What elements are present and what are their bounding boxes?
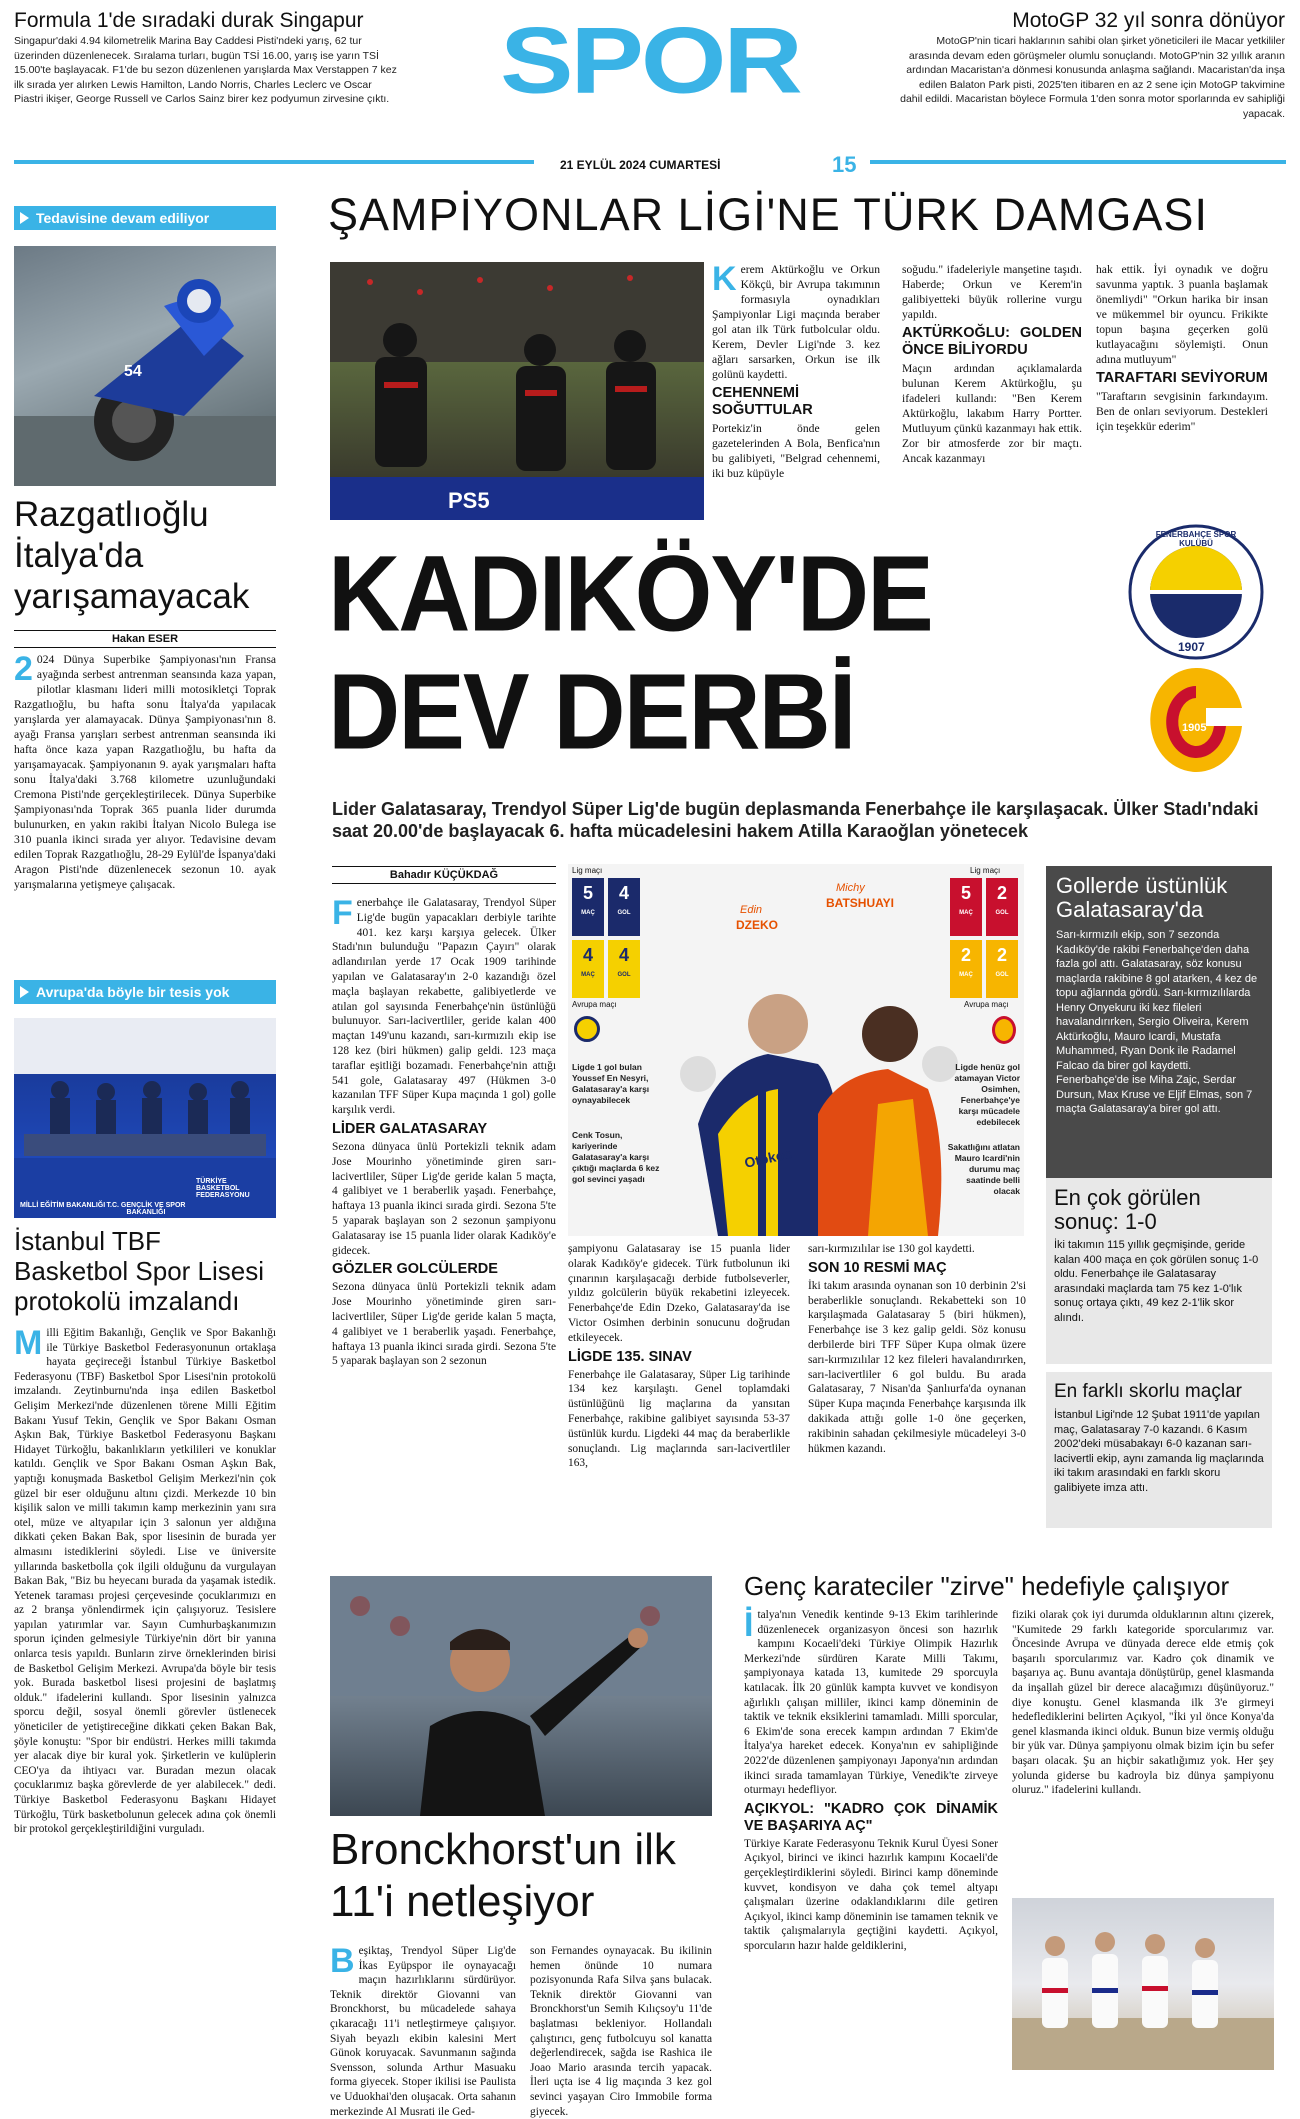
osimhen-last-name: BATSHUAYI [826,896,895,910]
bronckhorst-col1 [330,1944,516,2119]
svg-text:PS5: PS5 [448,488,490,513]
osimhen-note: Ligde henüz gol atamayan Victor Osimhen, Fenerbahçe'ye karşı mücadele edebilecek [954,1062,1020,1127]
goals-box-title: Gollerde üstünlük Galatasaray'da [1056,873,1228,922]
derby-col2-text-b: Fenerbahçe ile Galatasaray, Süper Lig tarihinde 134 kez karşılaştı. Genel toplamdaki üstünlüğünü lig maçlarına da yansıtan Fenerbahçe, rakibine galibiyet sayısında 53-37 üstünlük kurdu. Ligdeki 44 maç da beraberlikle sonuçlandı. Lig maçlarında sarı-lacivertliler 163, [568,1368,790,1470]
bronckhorst-dropcap: B [330,1942,355,1980]
margin-box-text: İstanbul Ligi'nde 12 Şubat 1911'de yapılan maç, Galatasaray 7-0 kazandı. 6 Kasım 2002'deki müsabakayı 6-0 kazanan sarı-lacivertli ekip, aynı zamanda lig maçlarında iki takım arasındaki en farklı skoru galibiyete imza attı. [1054,1409,1264,1494]
karate-dropcap: İ [744,1606,754,1644]
dzeko-euro-goals-value: 4 [618,945,629,965]
cl-col3-text-b: "Taraftarın sevgisinin farkındayım. Ben de onları seviyorum. Destekleri için teşekkür ederim" [1096,390,1268,433]
f1-headline: Formula 1'de sıradaki durak Singapur [14,9,364,32]
page-number: 15 [832,152,857,177]
fb-mini-logo [574,1016,600,1042]
derby-col1-text: enerbahçe ile Galatasaray, Trendyol Süper Lig'de bugün yapacakları derbiyle tarihte 401. kez karşı karşıya gelecek. Ülker Stadı'nın bulunduğu "Papazın Çayırı" olarak adlandırılan yerde 17 Ocak 1909 tarihinde yapılan ve Galatasaray'ın 2-0 kazandığı özel maçla başlayan rekabette, galibiyetlerde ve atılan gol sayısında Fenerbahçe'nin üstünlüğü bulunuyor. Sarı-lacivertliler, geride kalan 400 maçtan 149'unu kazandı, sarı-kırmızılı ekip ise 128 kez (biri hükmen) galip geldi. 123 maça taraflar eşitliği bozamadı. Fenerbahçe'nin attığı 541 gole, Galatasaray 497 (Hükmen 3-0 kazanılan TFF Süper Kupa maçında 1 gol) golle karşılık verdi. [332,897,556,1117]
infographic-right-label: Lig maçı [970,866,1001,875]
derby-col2-text: şampiyonu Galatasaray ise 15 puanla lider olarak Kadıköy'e gidecek. Türk futbolunun iki çınarının karşılaşacağı derbide futbolseverler, yıldız golcülerin büyük rekabetini izleyecek. Fenerbahçe'de Edin Dzeko, Galatasaray'da ise Victor Osimhen derbinin sonucunu doğrudan etkileyecek. [568,1243,790,1344]
cl-subhead-3: TARAFTARI SEVİYORUM [1096,370,1268,386]
karate-col1-text: talya'nın Venedik kentinde 9-13 Ekim tarihlerinde düzenlenecek organizasyon öncesi son hazırlık kampını Kocaeli'deki Türkiye Olimpik Hazırlık Merkezi'nde sürdüren Karate Milli Takımı, şampiyonaya katada 13, kumitede 29 sporcuyla katılacak. İlk 20 günlük kampta kuvvet ve kondisyon ağırlıklı çalışan milliler, ikinci kamp döneminin de taktik ve teknik eksiklerini tamamladı. Milli sporcular, 6 Ekim'de sona erecek kampın ardından 7 Ekim'de İtalya'ya hareket edecek. Konya'nın ev sahipliğinde 2022'de düzenlenen şampiyonayı Japonya'nın ardından ikinci sırada tamamlayan Türkiye, Venedik'te zirveye oturmayı hedefliyor. [744,1609,998,1797]
dzeko-euro-matches-label: MAÇ [581,972,595,978]
derby-col1-text-c: Sezona dünyaca ünlü Portekizli teknik adam Jose Mourinho yönetiminde giren sarı-lacivertliler, Süper Lig'de geride kalan 5 maçta, 4 galibiyet ve 1 beraberlik yaşadı. Fenerbahçe, haftaya 13 puanla ikinci sırada girdi. Sezona 5'te 5 yaparak başlayan son 2 sezonun [332,1281,556,1368]
margin-box-title: En farklı skorlu maçlar [1054,1381,1242,1402]
cl-subhead-1: CEHENNEMİ SOĞUTTULAR [712,385,813,418]
dzeko-euro-matches [572,940,604,998]
razgatlioglu-text: 024 Dünya Superbike Şampiyonası'nın Fransa ayağında serbest antrenman seansında kaza yapan, pilotlar klasmanı lideri milli motosikletçi Toprak Razgatlıoğlu, bu hafta sonu İtalya'da yapılacak yarışlarda yer alamayacak. Dünya Şampiyonası'nın 8. ayağı Fransa yarışları serbest antrenman seansında iki hafta önce kaza yapan Razgatlıoğlu, bu hafta da yarışamayacak. Şampiyonanın 9. ayak yarışmaları hafta sonu İtalya'daki 3.768 kilometre uzunluğundaki Cremona Pisti'nde gerçekleştirilecek. Dünya Superbike Şampiyonası'nda Toprak 365 puanla lider durumda bulunurken, en yakın rakibi İtalyan Nicolo Bulega ise 310 puanla ikinci sırada yer alıyor. Tedavisine devam edilen Toprak Razgatlıoğlu, 28-29 Eylül'de İspanya'daki Aragon Pisti'nde düzenlenecek sezonun 10. ayak yarışmalarına yetişmeye çalışacak. [14,653,276,891]
dzeko-first-name: Edin [740,904,763,916]
dzeko-note: Ligde 1 gol bulan Youssef En Nesyri, Galatasaray'a karşı oynayabilecek [572,1062,650,1105]
derby-col3-text-b: İki takım arasında oynanan son 10 derbinin 2'si beraberlikle sonuçlandı. Rekabetteki son 10 karşılaşmada Galatasaray 5 (biri hükmen), Fenerbahçe ise 3 kez galip geldi. Söz konusu derbilerde biri TFF Süper Kupa olmak üzere sarı-kırmızılılar 12 kez fileleri havalandırırken, sarı-lacivertliler 6 gol buldu. Bu arada Galatasaray, 7 Nisan'da Şanlıurfa'da oynanan Süper Kupa maçında Fenerbahçe karşısında ilk dakikada attığı golle 1-0 öne geçerken, rakibinin sahadan çekilmesiyle mücadeleyi 3-0 hükmen kazandı. [808,1279,1026,1455]
bronckhorst-headline: Bronckhorst'un ilk 11'i netleşiyor [330,1825,676,1926]
dzeko-euro-goals-label: GOL [617,972,631,978]
razgatlioglu-body [14,652,276,892]
osimhen-euro-matches-value: 2 [960,945,971,965]
karate-col2 [1012,1608,1274,1798]
galatasaray-logo [1146,664,1246,780]
dzeko-stat-matches-label: MAÇ [581,910,595,916]
fenerbahce-logo [1128,524,1264,660]
cl-col1 [712,262,880,481]
svg-text:54: 54 [124,363,142,380]
bronckhorst-col2 [530,1944,712,2119]
karate-col1-text-b: Türkiye Karate Federasyonu Teknik Kurul Üyesi Soner Açıkyol, birinci ve ikinci hazırlık kampını Kocaeli'de gerçekleştirdiklerini söyledi. Birinci kamp döneminde kuvvet, kondisyon ve daha çok temel altyapı çalışmaları üzerine odaklandıklarını dile getiren Açıkyol, ikinci kamp döneminin ise tamamen teknik ve taktik çalışmalarıyla geçtiğini kaydetti. Açıkyol, sporcuların hazır halde geldiklerini, [744,1837,998,1952]
razgatlioglu-dropcap: 2 [14,650,33,688]
derby-subhead-4: SON 10 RESMİ MAÇ [808,1259,947,1276]
header-rule-right [870,160,1286,164]
bronckhorst-col1-text: eşiktaş, Trendyol Süper Lig'de İkas Eyüpspor ile oynayacağı maçın hazırlıklarını sürdürüyor. Teknik direktör Giovanni van Bronckhorst, bu mücadelede sahaya çıkaracağı 11'i netleştirmeye çalışıyor. Siyah beyazlı ekibin kalesini Mert Günok koruyacak. Savunmanın sağında Svensson, solunda Arthur Masuaku forma giyecek. Stoper ikilisi ise Paulista ve Uduokhai'den oluşacak. Orta sahanın merkezinde Al Musrati ile Ged- [330,1945,516,2118]
derby-col1 [332,896,556,1369]
tbf-tag: Avrupa'da böyle bir tesis yok [14,980,276,1004]
osimhen-euro-goals [986,940,1018,998]
common-score-box [1046,1178,1272,1364]
osimhen-first-name: Michy [836,882,865,894]
tbf-banner-brand: TÜRKİYE BASKETBOL FEDERASYONU [196,1178,250,1199]
dzeko-stat-matches-value: 5 [582,883,593,903]
goals-superiority-box [1046,866,1272,1186]
tbf-body [14,1326,276,1837]
osimhen-euro-matches-label: MAÇ [959,972,973,978]
dzeko-stat-goals-value: 4 [618,883,629,903]
cl-celebration-photo [330,262,704,520]
derby-dropcap: F [332,894,353,932]
motorcycle-photo [14,246,276,486]
tosun-note: Cenk Tosun, kariyerinde Galatasaray'a karşı çıktığı maçlarda 6 kez gol sevinci yaşadı [572,1130,660,1184]
derby-col3 [808,1242,1026,1456]
cl-col2 [902,262,1082,466]
tbf-banner-left: MİLLİ EĞİTİM BAKANLIĞI [20,1202,106,1209]
osimhen-stat-goals [986,878,1018,936]
header-rule-left [14,160,534,164]
derby-subhead-3: LİGDE 135. SINAV [568,1348,692,1365]
derby-subhead-2: GÖZLER GOLCÜLERDE [332,1261,498,1278]
icardi-note: Sakatlığını atlatan Mauro Icardi'nin durumu maç saatinde belli olacak [947,1142,1020,1196]
motogp-text: MotoGP'nin ticari haklarının sahibi olan şirket yöneticileri ile Macar yetkililer arasında devam eden görüşmeler olumlu sonuçlandı. MotoGP'nin 32 yıllık aranın ardından Macaristan'a dönmesi konusunda anlaşma sağlandı. Macaristan'da inşa edilen Balaton Park pisti, 2025'ten itibaren en az 2 sene için MotoGP takvimine dahil edildi. Macaristan böylece Formula 1'den sonra motor sporlarında ev sahipliği yapacak. [900,35,1285,120]
infographic-right-label2: Avrupa maçı [964,1000,1009,1009]
karate-col2-text: fiziki olarak çok iyi durumda olduklarının altını çizerek, "Kumitede 29 farklı kategoride sporcularımız var. Öncesinde Avrupa ve dünyada derece elde etmiş çok başarılı sporcularımız var. Kadro çok dinamik ve başarıya aç. Bunu avantaja dönüştürüp, genel klasmanda da inşallah güzel bir derece alacağımızı düşünüyoruz." diye konuştu. Genel klasmanda ilk 3'e girmeyi hedeflediklerini belirten Açıkyol, "İki yıl önce Konya'da genel klasmanda ikinci olduk. Bunun bize vermiş olduğu bir yük var. Dünya şampiyonu olmak bizim için bu sefer başarı olacak. Şu an hiçbir sakatlığımız yok. Her şey yolunda giderse bu kadroyla biz dünya şampiyonu oluruz." ifadelerini kullandı. [1012,1609,1274,1797]
masthead-logo: SPOR [500,8,800,113]
cl-col2-text-b: Maçın ardından açıklamalarda bulunan Kerem Aktürkoğlu, şu ifadeleri kullandı: "Ben Kerem Aktürkoğlu, lakabım Harry Portter. Mutluyum çünkü kazanmayı hak ettik. Zor bir atmosferde zor bir maçtı. Ancak kazanmayı [902,362,1082,465]
razgatlioglu-byline: Hakan ESER [14,630,276,648]
razgatlioglu-tag: Tedavisine devam ediliyor [14,206,276,230]
fenerbahce-year: 1907 [1178,640,1205,654]
derby-col3-text: sarı-kırmızılılar ise 130 gol kaydetti. [808,1243,975,1255]
tbf-headline: İstanbul TBF Basketbol Spor Lisesi protokolü imzalandı [14,1226,265,1316]
derby-col1-text-b: Sezona dünyaca ünlü Portekizli teknik adam Jose Mourinho yönetiminde giren sarı-lacivertliler, Süper Lig'de geride kalan 5 maçta, 4 galibiyet ve 1 beraberlik yaşadı. Fenerbahçe, haftaya 13 puanla ikinci sırada girdi. Sezona 5'te 5 yaparak başlayan son 2 sezonun şampiyonu Galatasaray ise 15 puanla lider olarak Kadıköy'e gidecek. [332,1140,556,1257]
derby-infographic [568,864,1024,1236]
motorcycle-rider-icon [14,246,276,486]
derby-subhead-1: LİDER GALATASARAY [332,1120,488,1137]
infographic-left-label: Lig maçı [572,866,603,875]
cl-col3-text: hak ettik. İyi oynadık ve doğru savunma yaptık. 3 puanla başlamak önemliydi" "Orkun harika bir insan ve mükemmel bir oyuncu. Frikikte topun başına geçerken golü kutlayacağını söylemişti. Onun adına mutluyum" [1096,263,1268,366]
dateline: 21 EYLÜL 2024 CUMARTESİ [560,158,721,172]
cl-headline: ŞAMPİYONLAR LİGİ'NE TÜRK DAMGASI [328,189,1208,240]
dzeko-euro-matches-value: 4 [582,945,593,965]
derby-byline: Bahadır KÜÇÜKDAĞ [332,866,556,884]
fenerbahce-badge-text: FENERBAHÇE SPOR KULÜBÜ [1155,530,1237,548]
gs-mini-logo [992,1016,1016,1044]
karate-subhead: AÇIKYOL: "KADRO ÇOK DİNAMİK VE BAŞARIYA AÇ" [744,1800,998,1834]
cl-subhead-2: AKTÜRKOĞLU: GOLDEN ÖNCE BİLİYORDU [902,325,1082,358]
osimhen-stat-goals-value: 2 [996,883,1007,903]
tbf-banner-mid: T.C. GENÇLİK VE SPOR BAKANLIĞI [106,1202,186,1216]
osimhen-stat-matches-label: MAÇ [959,910,973,916]
dzeko-euro-goals [608,940,640,998]
galatasaray-year: 1905 [1182,722,1207,734]
header-left-brief [14,8,398,107]
derby-headline-1: KADIKÖY'DE [328,533,932,655]
cl-col2-text: soğudu." ifadeleriyle manşetine taşıdı. Haberde; Orkun ve Kerem'in galibiyetteki büyük rollerine vurgu yapıldı. [902,263,1082,321]
karate-photo [1012,1898,1274,2070]
biggest-margin-box [1046,1372,1272,1528]
osimhen-stat-matches [950,878,982,936]
tbf-ceremony-photo [14,1018,276,1218]
osimhen-euro-matches [950,940,982,998]
osimhen-euro-goals-label: GOL [995,972,1009,978]
shirt-sponsor: Otokoc [742,1145,794,1171]
tbf-text: illi Eğitim Bakanlığı, Gençlik ve Spor Bakanlığı ile Türkiye Basketbol Federasyonunun ortaklaşa hayata geçireceği İstanbul Türkiye Basketbol Federasyonu (TBF) Basketbol Spor Lisesi'nin protokolü imzalandı. Zeytinburnu'nda inşa edilen Basketbol Gelişim Merkezi'nde düzenlenen törene Milli Eğitim Bakanı Yusuf Tekin, Gençlik ve Spor Bakanı Osman Aşkın Bak, Türkiye Basketbol Federasyonu Başkanı Hidayet Türkoğlu, bakanlıkların yetkilileri ve konuklar katıldı. Gençlik ve Spor Bakanı Osman Aşkın Bak, yaptığı konuşmada Basketbol Gelişim Merkezi'nin çok güzel bir eser olduğunu altını çizdi. Merkezde 10 bin kişilik salon ve milli takımın kamp merkezinin yanı sıra otel, müze ve altyapılar için 3 salonun yer aldığına dikkati çeken Bakan Bak, spor lisesinin de burada yer almasını istediklerini söyledi. Lise ve üniversite yıllarında basketbolla çok ilgili olduğunu da vurgulayan Bakan Bak, "Biz bu heyecanı burada da yaşamak istedik. Yetenek taraması projesi çerçevesinde çocuklarımızı en az 2 branşa yönlendirmek için çalışıyoruz. Tesislere yapılan yatırımlar var. Sayın Cumhurbaşkanımızın sporun içinden gelmesiyle Türkiye'nin dört bir yanına onlarca tesis yapıldı. Bunların zirve örneklerinden birisi de Basketbol Gelişim Merkezi. Avrupa'da böyle bir tesis yok. Burada basketbol lisesi projesini de başlatmış olduk." ifadelerini kullandı. Spor lisesinin yalnızca sporcu değil, sosyal önemli görevler üstlenecek yöneticiler de yetiştireceğine dikkati çeken Bakan Bak, şöyle konuştu: "Spor bir endüstri. Herkes milli takımda yer alacak diye bir kural yok. Şirketlerin ve kulüplerin CEO'ya da ihtiyacı var. Buradan mezun olacak çocuklarımız başka görevlerde de yer alabilecek." dedi. Türkiye Basketbol Federasyonu Başkanı Hidayet Türkoğlu, Türk basketbolunun gelecek adına çok önemli bir protokol gerçekleştirildiğini vurguladı. [14,1327,276,1836]
infographic-left-label2: Avrupa maçı [572,1000,617,1009]
motogp-headline: MotoGP 32 yıl sonra dönüyor [1012,9,1285,32]
karate-col1 [744,1608,998,1953]
cl-col1-text-b: Portekiz'in önde gelen gazetelerinden A Bola, Benfica'nın bu galibiyeti, "Belgrad cehennemi, iki buz küpüyle [712,422,880,480]
osimhen-stat-goals-label: GOL [995,910,1009,916]
derby-deck: Lider Galatasaray, Trendyol Süper Lig'de bugün deplasmanda Fenerbahçe ile karşılaşacak. Ülker Stadı'ndaki saat 20.00'de başlayacak 6. hafta mücadelesini hakem Atilla Karaoğlan yönetecek [332,799,1259,841]
bronckhorst-col2-text: son Fernandes oynayacak. Bu ikilinin hemen önünde 10 numara pozisyonunda Rafa Silva şans bulacak. Teknik direktör Giovanni van Bronckhorst'un Semih Kılıçsoy'u 11'de başlatması bekleniyor. Hollandalı çalıştırıcı, genç futbolcuyu sol kanatta değerlendirecek, sağda ise Rashica ile Joao Mario arasında tercih yapacak. İleri uçta ise 4 lig maçında 3 kez gol sevinci yaşayan Ciro Immobile forma giyecek. [530,1945,712,2118]
header-right-brief [895,8,1285,121]
tbf-dropcap: M [14,1324,43,1362]
goals-box-text: Sarı-kırmızılı ekip, son 7 sezonda Kadıköy'de rakibi Fenerbahçe'den daha fazla gol attı. Galatasaray, söz konusu maçlarda rakibine 8 gol atarken, 4 kez de topu ağlarında gördü. Sarı-kırmızılılarda Henry Onyekuru iki kez fileleri havalandırırken, Sergio Oliveira, Kerem Aktürkoğlu, Mauro Icardi, Mustafa Muhammed, Ryan Donk ile Radamel Falcao da birer gol kaydetti. Fenerbahçe'de ise Miha Zajc, Serdar Dursun, Max Kruse ve Eljif Elmas, son 7 maçta Galatasaray'a birer gol attı. [1056,929,1258,1115]
bronckhorst-photo [330,1576,712,1816]
cl-dropcap: K [712,260,737,298]
derby-headline-2: DEV DERBİ [328,651,855,773]
dzeko-stat-goals [608,878,640,936]
karate-headline: Genç karateciler "zirve" hedefiyle çalışıyor [744,1571,1230,1601]
dzeko-last-name: DZEKO [736,918,778,932]
cl-col1-text: erem Aktürkoğlu ve Orkun Kökçü, bir Avrupa takımının formasıyla oynadıkları Şampiyonlar Ligi maçında beraber gol atan ilk Türk futbolcular oldu. Kerem, Devler Ligi'nde 3. kez ağları sarsarken, Orkun ise ilk golünü kaydetti. [712,263,880,381]
razgatlioglu-headline: Razgatlıoğlu İtalya'da yarışamayacak [14,495,250,616]
f1-text: Singapur'daki 4.94 kilometrelik Marina Bay Caddesi Pisti'ndeki yarış, 62 tur üzerinden düzenlenecek. Sıralama turları, bugün TSİ 16.00, yarış ise yarın TSİ 15.00'te başlayacak. F1'de bu sezon düzenlenen yarışlarda Max Verstappen 7 kez ilk sırada yer alırken Lewis Hamilton, Lando Norris, Charles Leclerc ve Oscar Piastri ikişer, George Russell ve Carlos Sainz birer kez podyumun zirvesine çıktı. [14,35,397,105]
score-box-text: İki takımın 115 yıllık geçmişinde, geride kalan 400 maça en çok görülen sonuç 1-0 oldu. Fenerbahçe ile Galatasaray arasındaki maçlarda tam 75 kez 1-0'lık sonuç ortaya çıktı, 49 kez 2-1'lik skor alındı. [1054,1239,1259,1324]
dzeko-stat-goals-label: GOL [617,910,631,916]
derby-col2 [568,1242,790,1471]
dzeko-stat-matches [572,878,604,936]
osimhen-euro-goals-value: 2 [996,945,1007,965]
score-box-title: En çok görülen sonuç: 1-0 [1054,1185,1201,1234]
cl-col3 [1096,262,1268,434]
osimhen-stat-matches-value: 5 [960,883,971,903]
